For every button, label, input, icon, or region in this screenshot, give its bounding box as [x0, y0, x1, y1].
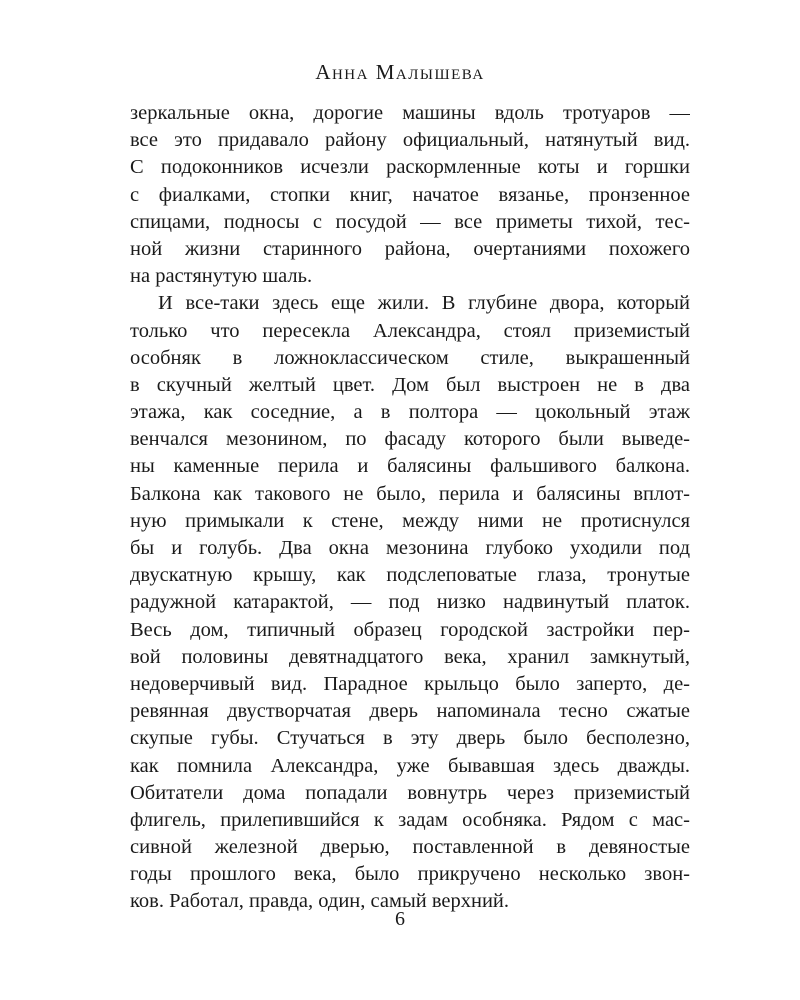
text-line: ны каменные перила и балясины фальшивого балкона.: [130, 455, 690, 478]
text-line: ной жизни старинного района, очертаниями похожего: [130, 237, 690, 260]
page-number: 6: [395, 908, 405, 930]
text-line: ков. Работал, правда, один, самый верхний.: [130, 890, 510, 913]
text-line: недоверчивый вид. Парадное крыльцо было заперто, де-: [130, 672, 690, 695]
text-line: двускатную крышу, как подслеповатые глаза, тронутые: [130, 564, 690, 587]
text-line: все это придавало району официальный, натянутый вид.: [130, 129, 690, 152]
text-line: венчался мезонином, по фасаду которого были выведе-: [130, 428, 690, 451]
text-line: годы прошлого века, было прикручено несколько звон-: [130, 863, 690, 886]
text-line: ревянная двустворчатая дверь напоминала тесно сжатые: [130, 700, 690, 723]
text-line: только что пересекла Александра, стоял приземистый: [130, 319, 690, 342]
text-line: особняк в ложноклассическом стиле, выкрашенный: [130, 346, 690, 369]
text-line: радужной катарактой, — под низко надвинутый платок.: [130, 591, 690, 614]
text-line: скупые губы. Стучаться в эту дверь было бесполезно,: [130, 727, 690, 750]
text-line: как помнила Александра, уже бывавшая здесь дважды.: [130, 754, 690, 777]
text-line: флигель, прилепившийся к задам особняка. Рядом с мас-: [130, 808, 690, 831]
text-line: С подоконников исчезли раскормленные коты и горшки: [130, 156, 690, 179]
text-line: сивной железной дверью, поставленной в девяностые: [130, 836, 690, 859]
text-line: ную примыкали к стене, между ними не протиснулся: [130, 509, 690, 532]
body-text: [130, 100, 690, 916]
text-line: бы и голубь. Два окна мезонина глубоко уходили под: [130, 537, 690, 559]
text-line: с фиалками, стопки книг, начатое вязанье, пронзенное: [130, 183, 690, 206]
text-line: вой половины девятнадцатого века, хранил замкнутый,: [130, 645, 690, 668]
text-line: зеркальные окна, дорогие машины вдоль тротуаров —: [130, 102, 690, 124]
text-line: спицами, подносы с посудой — все приметы тихой, тес-: [130, 210, 690, 233]
running-head: Анна Малышева: [315, 60, 485, 84]
text-line: этажа, как соседние, а в полтора — цокольный этаж: [130, 401, 690, 424]
text-line: Весь дом, типичный образец городской застройки пер-: [130, 618, 690, 641]
text-line: на растянутую шаль.: [130, 265, 313, 288]
text-line: Балкона как такового не было, перила и балясины вплот-: [130, 482, 690, 505]
text-line: Обитатели дома попадали вовнутрь через приземистый: [130, 781, 690, 804]
text-line: И все-таки здесь еще жили. В глубине двора, который: [158, 292, 690, 315]
text-line: в скучный желтый цвет. Дом был выстроен не в два: [130, 373, 690, 396]
